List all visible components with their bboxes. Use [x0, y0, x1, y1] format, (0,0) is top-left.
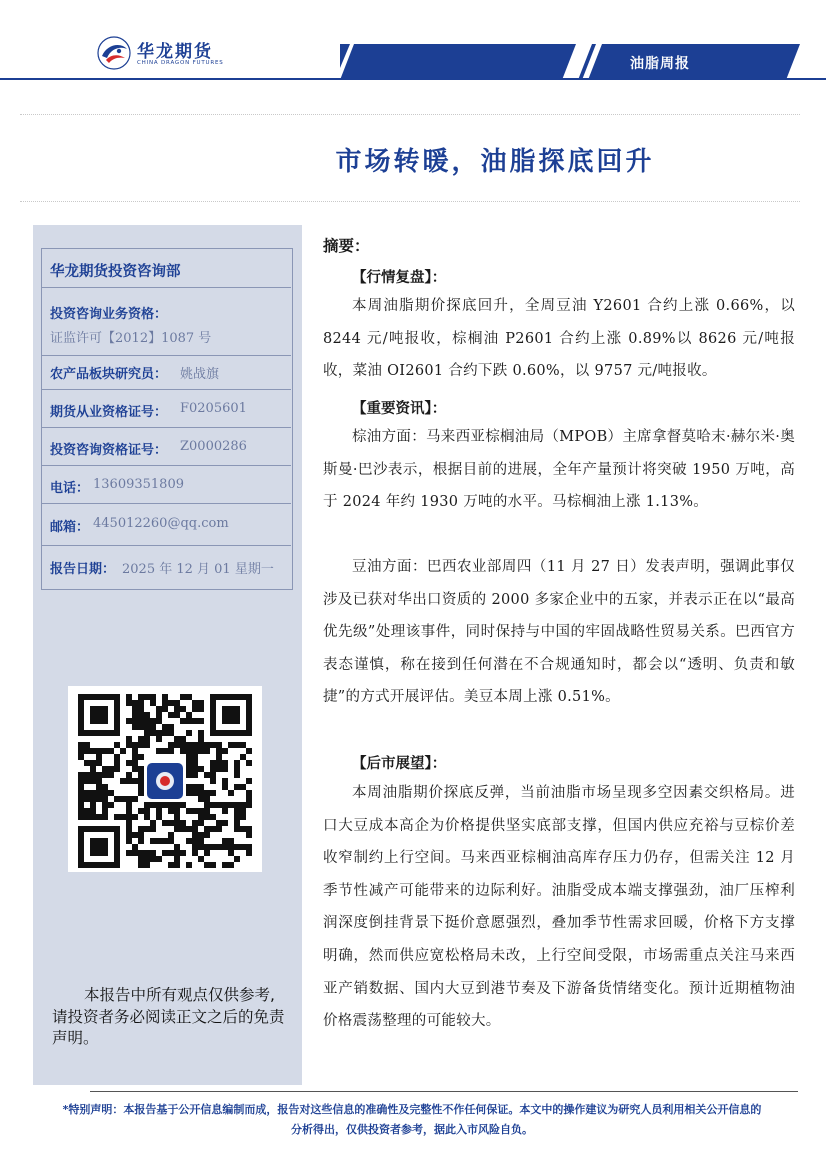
review-paragraph: 本周油脂期价探底回升，全周豆油 Y2601 合约上涨 0.66%，以 8244 元/吨报收，棕榈油 P2601 合约上涨 0.89%以 8626 元/吨报收，菜油 OI2601 合约下跌 0.60%，以 9757 元/吨报收。 [323, 298, 795, 380]
footer-divider [90, 1091, 798, 1092]
outlook-heading: 【后市展望】： [352, 756, 447, 772]
summary-heading: 摘要： [323, 237, 370, 255]
review-heading: 【行情复盘】： [352, 270, 447, 286]
brand-name: 华龙期货 [137, 42, 213, 62]
qr-code-icon [68, 686, 262, 872]
header-banner [340, 44, 800, 80]
disclaimer-text: 本报告中所有观点仅供参考,请投资者务必阅读正文之后的免责声明。 [52, 986, 285, 1047]
footer-statement: *特别声明：本报告基于公开信息编制而成，报告对这些信息的准确性及完整性不作任何保证。本文中的操作建议为研究人员利用相关公开信息的分析得出，仅供投资者参考，据此入市风险自负。 [62, 1103, 762, 1136]
qualification-value: 证监许可【2012】1087 号 [50, 331, 212, 346]
report-type-label: 油脂周报 [630, 56, 690, 72]
news-heading: 【重要资讯】： [352, 401, 447, 417]
phone-value: 13609351809 [93, 477, 184, 492]
dept-name: 华龙期货投资咨询部 [50, 264, 181, 280]
outlook-paragraph: 本周油脂期价探底反弹，当前油脂市场呈现多空因素交织格局。进口大豆成本高企为价格提供坚实底部支撑，但国内供应充裕与豆棕价差收窄制约上行空间。马来西亚棕榈油高库存压力仍存，但需关注 12 月季节性减产可能带来的边际利好。油脂受成本端支撑强劲，油厂压榨利润深度倒挂背景下挺价意愿强烈，叠加季节性需求回暖，价格下方支撑明确，然而供应宽松格局未改，上行空间受限，市场需重点关注马来西亚产销数据、国内大豆到港节奏及下游备货情绪变化。预计近期植物油价格震荡整理的可能较大。 [323, 785, 795, 1030]
logo-icon [97, 36, 131, 70]
researcher-label: 农产品板块研究员： [50, 367, 168, 382]
qualification-label: 投资咨询业务资格： [50, 307, 168, 322]
news-palm-paragraph: 棕油方面：马来西亚棕榈油局（MPOB）主席拿督莫哈末·赫尔米·奥斯曼·巴沙表示，根据目前的进展，全年产量预计将突破 1950 万吨，高于 2024 年约 1930 万吨的水平。马棕榈油上涨 1.13%。 [323, 429, 795, 511]
brand-name-en: CHINA DRAGON FUTURES [137, 60, 224, 66]
date-label: 报告日期： [50, 562, 116, 577]
futures-cert-value: F0205601 [180, 401, 247, 416]
phone-label: 电话： [50, 481, 90, 496]
advisory-cert-label: 投资咨询资格证号： [50, 443, 168, 458]
news-soy-paragraph: 豆油方面：巴西农业部周四（11 月 27 日）发表声明，强调此事仅涉及已获对华出口资质的 2000 多家企业中的五家，并表示正在以“最高优先级”处理该事件，同时保持与中国的牢固战略性贸易关系。巴西官方表态谨慎，称在接到任何潜在不合规通知时，都会以“透明、负责和敏捷”的方式开展评估。美豆本周上涨 0.51%。 [323, 559, 795, 706]
date-value: 2025 年 12 月 01 星期一 [122, 562, 274, 577]
futures-cert-label: 期货从业资格证号： [50, 405, 168, 420]
page-title [0, 141, 826, 178]
email-label: 邮箱： [50, 520, 90, 535]
advisory-cert-value: Z0000286 [180, 439, 247, 454]
page-title-text: 市场转暖，油脂探底回升 [335, 147, 655, 177]
researcher-value: 姚战旗 [180, 367, 220, 382]
qr-code [68, 686, 262, 872]
email-value: 445012260@qq.com [93, 516, 229, 531]
header-divider [0, 78, 826, 80]
